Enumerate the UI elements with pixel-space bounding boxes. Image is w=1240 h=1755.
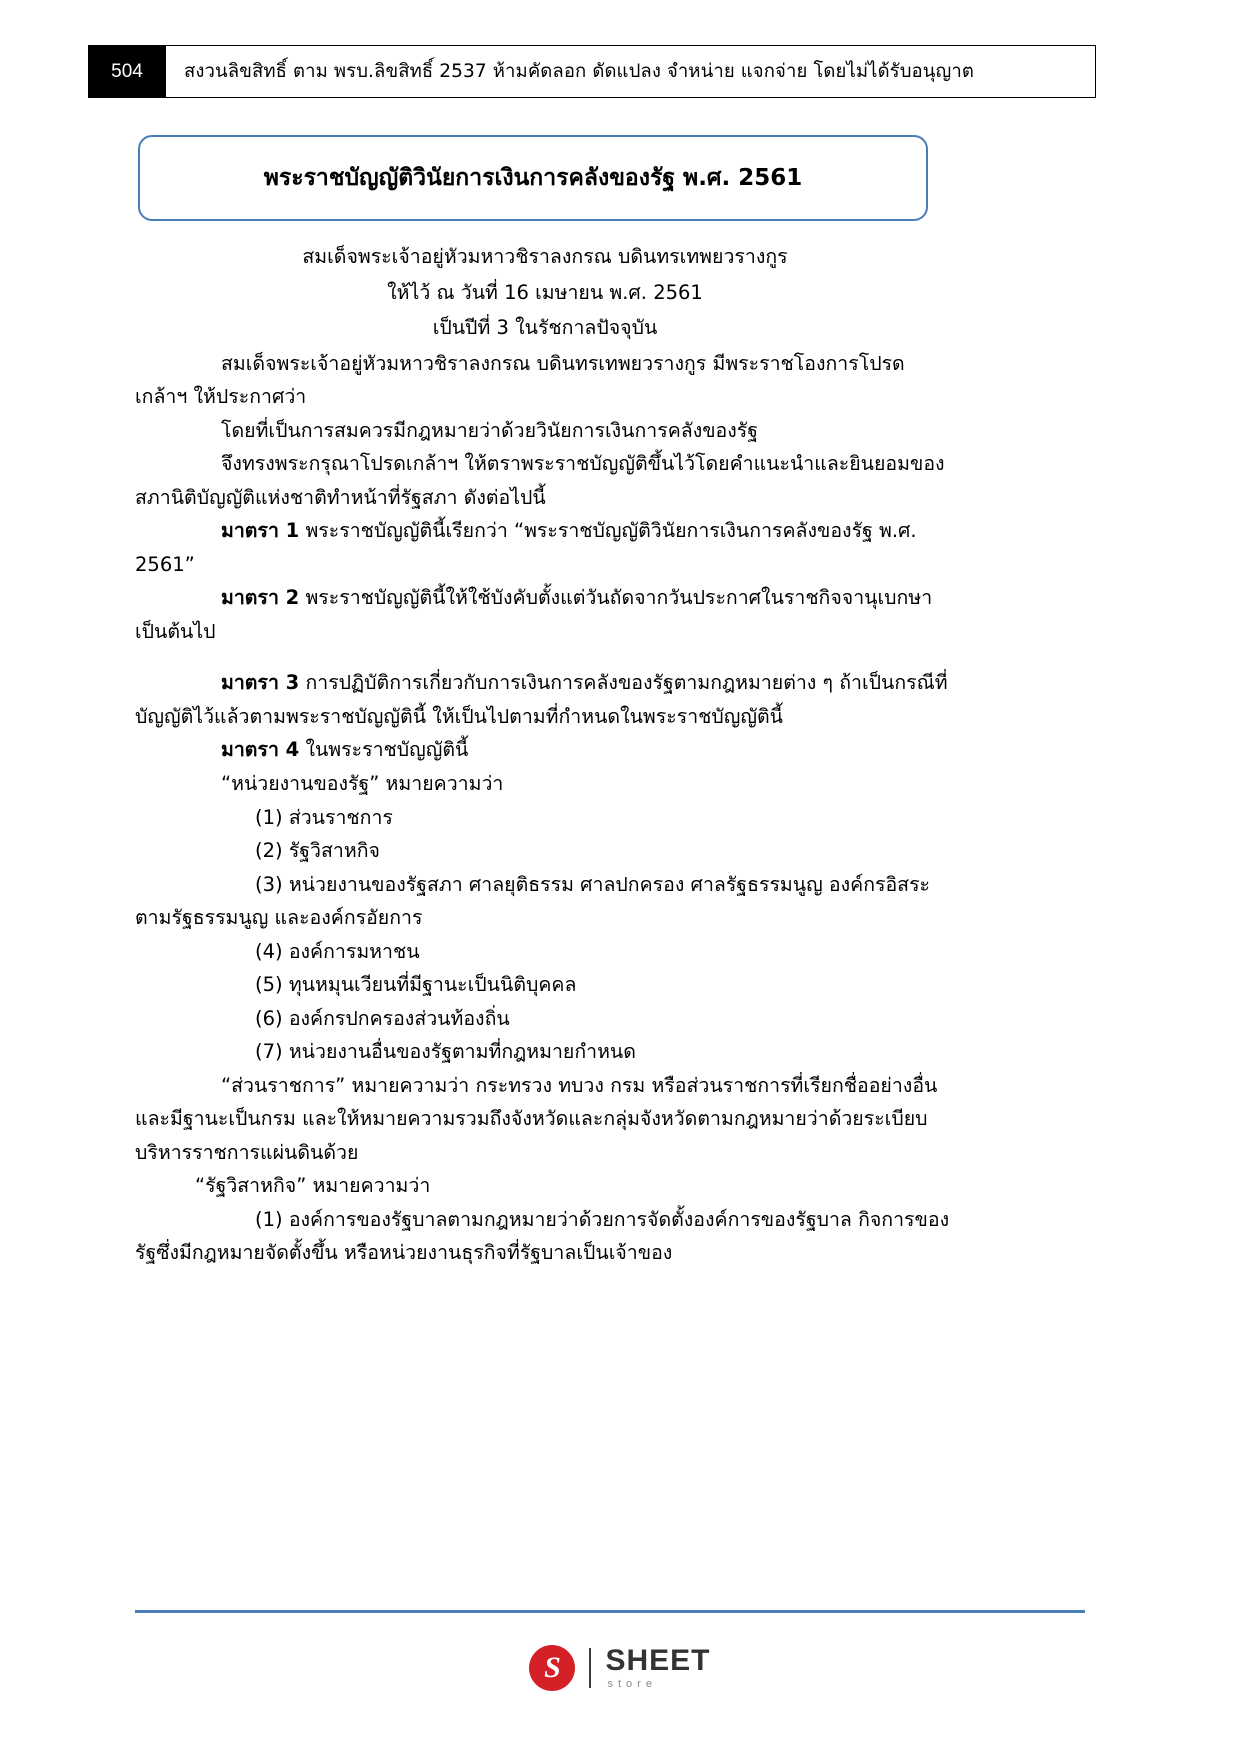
list-item: (1) ส่วนราชการ xyxy=(255,805,393,829)
logo-subtitle: store xyxy=(607,1678,657,1690)
section-1 xyxy=(135,514,955,581)
logo-wordmark xyxy=(605,1646,710,1690)
section-3 xyxy=(135,666,955,733)
section-2 xyxy=(135,581,955,648)
section-4-text: ในพระราชบัญญัตินี้ xyxy=(299,738,469,762)
footer-divider xyxy=(135,1610,1085,1613)
sheet-store-logo-icon: S xyxy=(529,1645,575,1691)
section-3-text: การปฏิบัติการเกี่ยวกับการเงินการคลังของรัฐตามกฎหมายต่าง ๆ ถ้าเป็นกรณีที่บัญญัติไว้แล้วตามพระราชบัญญัตินี้ ให้เป็นไปตามที่กำหนดในพระราชบัญญัตินี้ xyxy=(135,671,948,728)
list-item: (2) รัฐวิสาหกิจ xyxy=(255,839,380,863)
reign-year-line: เป็นปีที่ 3 ในรัชกาลปัจจุบัน xyxy=(432,316,658,340)
list-item: (4) องค์การมหาชน xyxy=(255,939,420,963)
document-body xyxy=(135,240,955,1270)
spacer xyxy=(135,648,955,666)
section-2-text: พระราชบัญญัตินี้ให้ใช้บังคับตั้งแต่วันถัดจากวันประกาศในราชกิจจานุเบกษาเป็นต้นไป xyxy=(135,586,933,643)
footer-logo xyxy=(0,1645,1240,1691)
list-item: (6) องค์กรปกครองส่วนท้องถิ่น xyxy=(255,1006,510,1030)
preamble-paragraph-3: จึงทรงพระกรุณาโปรดเกล้าฯ ให้ตราพระราชบัญญัติขึ้นไว้โดยคำแนะนำและยินยอมของสภานิติบัญญัติแห่งชาติทำหน้าที่รัฐสภา ดังต่อไปนี้ xyxy=(135,452,945,509)
list-item: (3) หน่วยงานของรัฐสภา ศาลยุติธรรม ศาลปกครอง ศาลรัฐธรรมนูญ องค์กรอิสระตามรัฐธรรมนูญ และองค์กรอัยการ xyxy=(135,872,931,930)
definition-government-service: “ส่วนราชการ” หมายความว่า กระทรวง ทบวง กรม หรือส่วนราชการที่เรียกชื่ออย่างอื่นและมีฐานะเป็นกรม และให้หมายความรวมถึงจังหวัดและกลุ่มจังหวัดตามกฎหมายว่าด้วยระเบียบบริหารราชการแผ่นดินด้วย xyxy=(135,1073,938,1164)
section-1-text: พระราชบัญญัตินี้เรียกว่า “พระราชบัญญัติวินัยการเงินการคลังของรัฐ พ.ศ. 2561” xyxy=(135,519,917,576)
page-number: 504 xyxy=(88,45,166,98)
definition-state-enterprise: “รัฐวิสาหกิจ” หมายความว่า xyxy=(195,1174,431,1198)
list-item: (7) หน่วยงานอื่นของรัฐตามที่กฎหมายกำหนด xyxy=(255,1040,636,1064)
document-title-box xyxy=(138,135,928,221)
definition-state-agency: “หน่วยงานของรัฐ” หมายความว่า xyxy=(221,771,504,795)
logo-name: SHEET xyxy=(605,1644,711,1677)
section-2-label: มาตรา 2 xyxy=(221,586,300,610)
list-item: (5) ทุนหมุนเวียนที่มีฐานะเป็นนิติบุคคล xyxy=(255,973,577,997)
section-3-label: มาตรา 3 xyxy=(221,671,300,695)
page-title: พระราชบัญญัติวินัยการเงินการคลังของรัฐ พ.ศ. 2561 xyxy=(263,165,803,191)
copyright-notice: สงวนลิขสิทธิ์ ตาม พรบ.ลิขสิทธิ์ 2537 ห้ามคัดลอก ดัดแปลง จำหน่าย แจกจ่าย โดยไม่ได้รับอนุญาต xyxy=(166,45,1096,98)
section-4-label: มาตรา 4 xyxy=(221,738,300,762)
section-1-label: มาตรา 1 xyxy=(221,519,300,543)
page-header xyxy=(88,45,1096,98)
list-item: (1) องค์การของรัฐบาลตามกฎหมายว่าด้วยการจัดตั้งองค์การของรัฐบาล กิจการของรัฐซึ่งมีกฎหมายจัดตั้งขึ้น หรือหน่วยงานธุรกิจที่รัฐบาลเป็นเจ้าของ xyxy=(135,1207,950,1265)
section-4 xyxy=(135,733,955,767)
royal-name-line: สมเด็จพระเจ้าอยู่หัวมหาวชิราลงกรณ บดินทรเทพยวรางกูร xyxy=(302,245,788,268)
given-date-line: ให้ไว้ ณ วันที่ 16 เมษายน พ.ศ. 2561 xyxy=(387,280,703,304)
preamble-paragraph-1: สมเด็จพระเจ้าอยู่หัวมหาวชิราลงกรณ บดินทรเทพยวรางกูร มีพระราชโองการโปรดเกล้าฯ ให้ประกาศว่า xyxy=(135,351,905,409)
preamble-paragraph-2: โดยที่เป็นการสมควรมีกฎหมายว่าด้วยวินัยการเงินการคลังของรัฐ xyxy=(221,418,759,442)
logo-divider xyxy=(589,1648,591,1688)
